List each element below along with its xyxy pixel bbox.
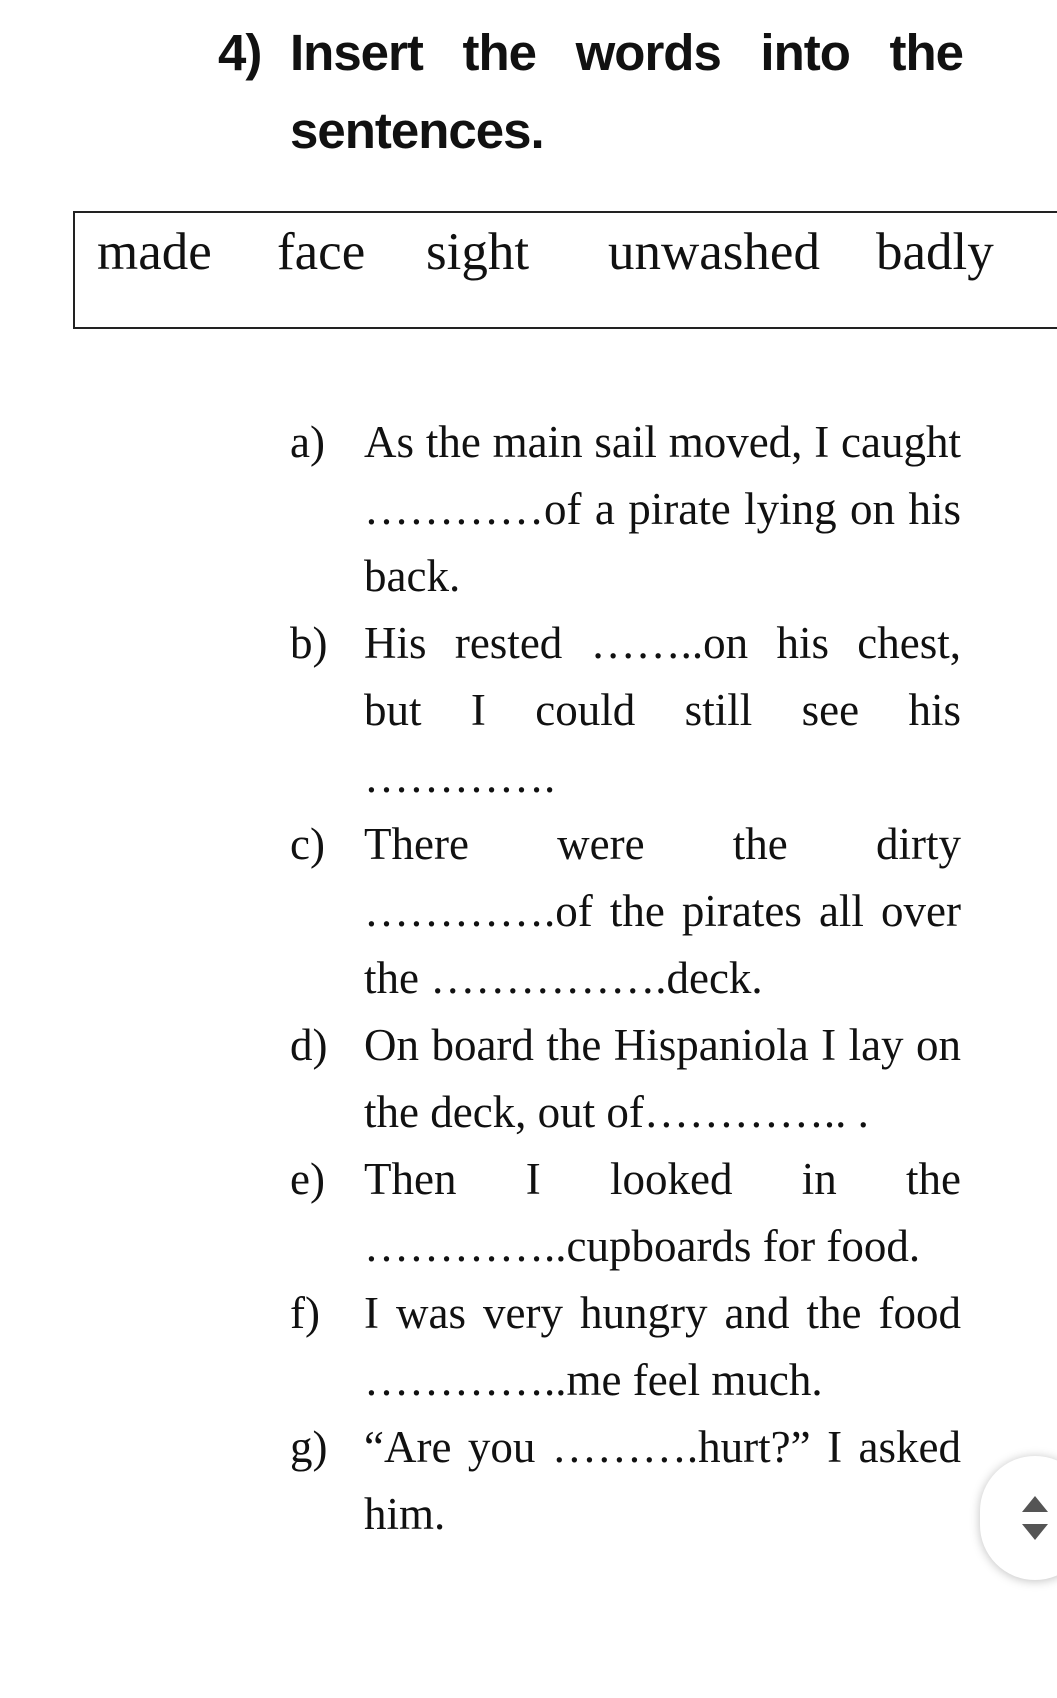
item-sentence: On board the Hispaniola I lay on the deck, out of………….. . (364, 1020, 961, 1137)
sentence-item (290, 610, 961, 811)
word-bank-item: unwashed (608, 223, 820, 281)
item-sentence: His rested ……..on his chest, but I could still see his …………. (364, 618, 961, 802)
item-letter: c) (290, 819, 325, 869)
exercise-heading (218, 14, 963, 170)
item-letter: e) (290, 1154, 325, 1204)
sentence-item (290, 1414, 961, 1548)
sentence-list (290, 409, 961, 1548)
word-bank-item: face (277, 223, 366, 281)
item-letter: d) (290, 1020, 328, 1070)
item-sentence: Then I looked in the …………..cupboards for food. (364, 1154, 961, 1271)
word-bank-box (73, 211, 1057, 329)
exercise-instruction: Insert the words into the sentences. (290, 24, 963, 159)
exercise-number: 4) (218, 24, 262, 81)
word-bank-item: made (97, 223, 212, 281)
item-letter: a) (290, 417, 325, 467)
item-letter: g) (290, 1422, 328, 1472)
sentence-item (290, 409, 961, 610)
item-sentence: As the main sail moved, I caught …………of a pirate lying on his back. (364, 417, 961, 601)
item-sentence: “Are you ……….hurt?” I asked him. (364, 1422, 961, 1539)
up-down-arrows-icon (1020, 1494, 1050, 1542)
item-letter: b) (290, 618, 328, 668)
word-bank-item: badly (876, 223, 994, 281)
sentence-item (290, 811, 961, 1012)
sentence-item (290, 1012, 961, 1146)
sentence-item (290, 1280, 961, 1414)
scroll-button[interactable] (980, 1456, 1057, 1580)
item-sentence: I was very hungry and the food …………..me feel much. (364, 1288, 961, 1405)
item-letter: f) (290, 1288, 320, 1338)
word-bank-item: sight (426, 223, 530, 281)
sentence-item (290, 1146, 961, 1280)
item-sentence: There were the dirty ………….of the pirates all over the …………….deck. (364, 819, 961, 1003)
